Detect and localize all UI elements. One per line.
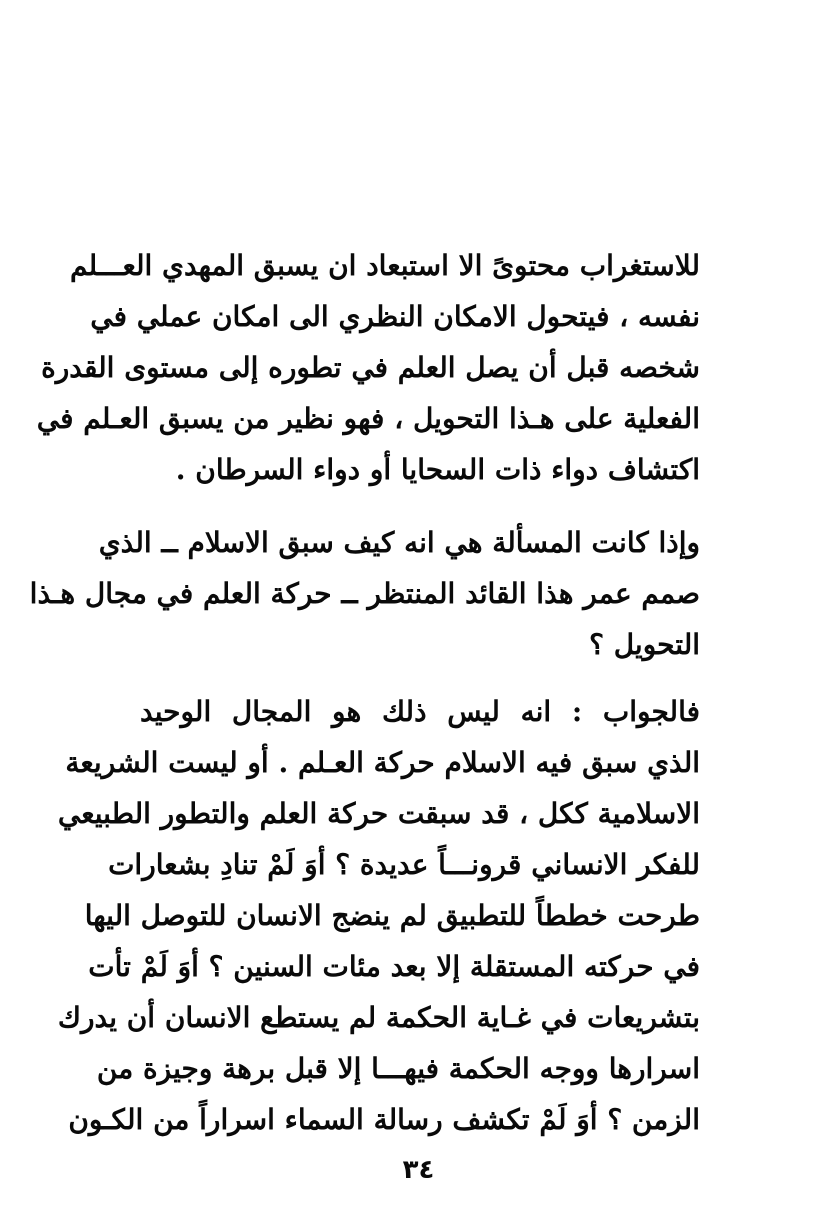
page-number: ٣٤: [402, 1155, 435, 1185]
text-line: نفسه ، فيتحول الامكان النظري الى امكان عملي في: [90, 300, 700, 333]
text-line: اسرارها ووجه الحكمة فيهـــا إلا قبل برهة وجيزة من: [96, 1052, 700, 1085]
paragraph-2: [29, 517, 700, 670]
text-line: الاسلامية ككل ، قد سبقت حركة العلم والتطور الطبيعي: [57, 797, 700, 830]
text-line: شخصه قبل أن يصل العلم في تطوره إلى مستوى القدرة: [41, 351, 700, 384]
text-line: وإذا كانت المسألة هي انه كيف سبق الاسلام ــ الذي: [98, 526, 700, 559]
paragraph-1: [36, 240, 700, 495]
text-line: صمم عمر هذا القائد المنتظر ــ حركة العلم في مجال هـذا: [29, 577, 700, 610]
text-line: الفعلية على هـذا التحويل ، فهو نظير من يسبق العـلم في: [36, 402, 700, 435]
text-line: الذي سبق فيه الاسلام حركة العـلم . أو ليست الشريعة: [65, 746, 700, 779]
text-line: للاستغراب محتوىً الا استبعاد ان يسبق المهدي العـــلم: [69, 249, 700, 282]
paragraph-3: [57, 686, 700, 1145]
text-line: اكتشاف دواء ذات السحايا أو دواء السرطان .: [175, 453, 700, 486]
text-line: فالجواب : انه ليس ذلك هو المجال الوحيد: [140, 695, 700, 728]
text-line: الزمن ؟ أوَ لَمْ تكشف رسالة السماء اسراراً من الكـون: [68, 1103, 700, 1136]
text-line: طرحت خططاً للتطبيق لم ينضج الانسان للتوصل اليها: [84, 899, 700, 932]
text-line: للفكر الانساني قرونـــاً عديدة ؟ أوَ لَمْ تنادِ بشعارات: [108, 848, 700, 881]
text-line: في حركته المستقلة إلا بعد مئات السنين ؟ أوَ لَمْ تأت: [88, 950, 700, 983]
text-line: التحويل ؟: [589, 628, 700, 661]
text-line: بتشريعات في غـاية الحكمة لم يستطع الانسان أن يدرك: [57, 1001, 700, 1034]
